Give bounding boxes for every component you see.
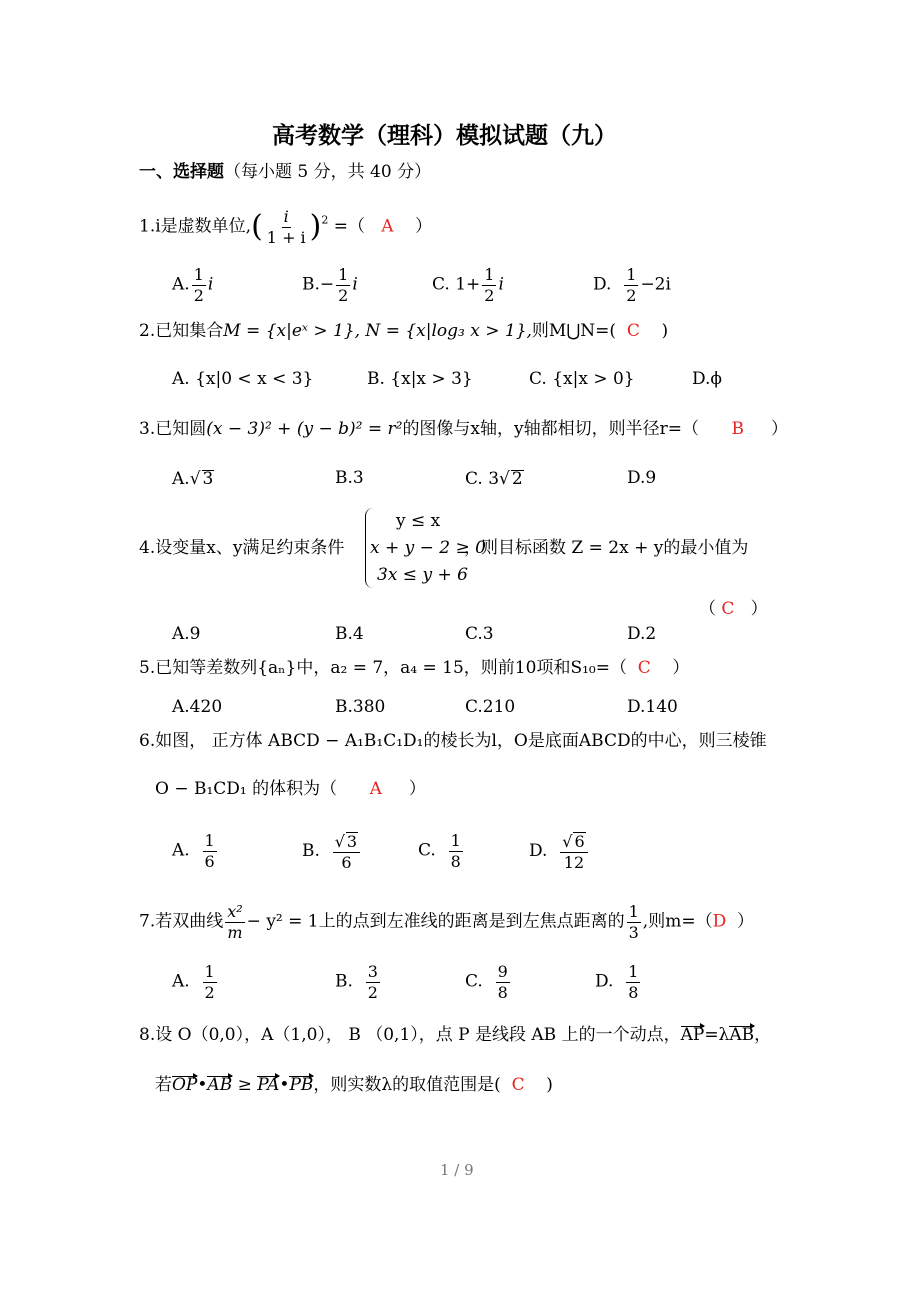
q4-option-a: A.9 <box>172 624 201 644</box>
q1-number: 1. <box>139 216 156 237</box>
question-5: 5.已知等差数列{aₙ}中，a₂ = 7，a₄ = 15，则前10项和S₁₀=（ C ） <box>139 658 690 678</box>
question-3: 3.已知圆(x − 3)² + (y − b)² = r²的图像与x轴，y轴都相切，则半径r=（ B ） <box>139 419 788 439</box>
q2-option-b: B. {x|x > 3} <box>367 369 473 389</box>
q7-option-d: D. $\frac{1}{8}$ <box>595 962 639 1002</box>
q5-answer: C <box>637 658 651 678</box>
vec-pb: PB <box>289 1075 314 1095</box>
q8-answer: C <box>511 1075 525 1095</box>
question-2: 2.已知集合M = {x|eˣ > 1}, N = {x|log₃ x > 1},则M⋃N=( C ) <box>139 321 669 341</box>
q7-answer: D <box>712 911 727 932</box>
q4-constraint-1: y ≤ x <box>396 511 441 531</box>
q5-option-a: A.420 <box>172 697 223 717</box>
section-note: （每小题 5 分，共 40 分） <box>224 162 432 182</box>
q7-option-b: B. $\frac{3}{2}$ <box>335 962 378 1002</box>
question-6: 6.如图， 正方体 ABCD − A₁B₁C₁D₁的棱长为l，O是底面ABCD的中心，则三棱锥 <box>139 731 767 751</box>
q1-option-c: C. 1+ $\frac{1}{2}$ i <box>432 265 504 305</box>
q6-option-c: C. $\frac{1}{8}$ <box>418 831 461 871</box>
q3-option-b: B.3 <box>335 468 364 488</box>
q7-option-a: A. $\frac{1}{2}$ <box>172 962 215 1002</box>
q2-option-c: C. {x|x > 0} <box>529 369 635 389</box>
vec-ap: AP <box>680 1025 705 1045</box>
q1-exponent: 2 <box>321 213 329 227</box>
q4-constraint-2: x + y − 2 ≥ 0 <box>370 538 486 558</box>
q4-option-b: B.4 <box>335 624 364 644</box>
question-6-line2: O − B₁CD₁ 的体积为（ A ） <box>155 779 426 799</box>
question-8-line2: 若OP•AB ≥ PA•PB，则实数λ的取值范围是( C ) <box>155 1075 553 1095</box>
page-title: 高考数学（理科）模拟试题（九） <box>272 122 617 149</box>
q3-answer: B <box>731 419 744 439</box>
q5-option-d: D.140 <box>627 697 678 717</box>
question-1: 1.i是虚数单位,( $\frac{i}{1 + i}$ )$^2$ =（ A ） <box>139 207 433 247</box>
q1-close: ） <box>415 216 433 237</box>
q1-frac-num: i <box>283 207 289 226</box>
q4-option-d: D.2 <box>627 624 657 644</box>
q5-option-c: C.210 <box>465 697 516 717</box>
section-label: 一、选择题 <box>139 162 224 182</box>
q5-option-b: B.380 <box>335 697 386 717</box>
question-4: 4.设变量x、y满足约束条件 <box>139 538 345 558</box>
q4-answer: C <box>721 599 735 619</box>
q2-option-a: A. {x|0 < x < 3} <box>172 369 314 389</box>
q6-option-d: D. $\frac{√ 6}{12}$ <box>529 832 590 871</box>
q3-option-d: D.9 <box>627 468 657 488</box>
vec-pa: PA <box>257 1075 280 1095</box>
q4-objective: ，则目标函数 Z = 2x + y的最小值为 <box>464 538 749 558</box>
q1-answer: A <box>381 216 394 237</box>
question-7: 7.若双曲线 $\frac{\text{x²}}{m}$ − y² = 1上的点到左准线的距离是到左焦点距离的 $\frac{1}{3}$ ,则m=（D ） <box>139 902 755 942</box>
q1-tail: =（ <box>333 216 366 237</box>
section-heading <box>139 164 431 181</box>
q1-text: i是虚数单位, <box>155 216 252 237</box>
q6-answer: A <box>369 779 382 799</box>
vec-ab-2: AB <box>207 1075 233 1095</box>
page-number: 1 / 9 <box>440 1161 474 1179</box>
q2-option-d: D.ϕ <box>692 369 723 389</box>
vec-op: OP <box>172 1075 198 1095</box>
q1-option-b: B.− $\frac{1}{2}$ i <box>302 265 358 305</box>
q3-option-c: C. 3√ 2 <box>465 469 523 489</box>
q4-constraint-3: 3x ≤ y + 6 <box>377 565 468 585</box>
q4-answer-bracket: （ C ） <box>699 599 768 619</box>
q2-sets: M = {x|eˣ > 1}, N = {x|log₃ x > 1}, <box>223 321 532 341</box>
q1-frac-den: 1 + i <box>266 227 306 247</box>
vec-ab: AB <box>729 1025 755 1045</box>
q6-option-a: A. $\frac{1}{6}$ <box>172 831 215 871</box>
q3-equation: (x − 3)² + (y − b)² = r² <box>206 419 403 439</box>
q4-option-c: C.3 <box>465 624 494 644</box>
q1-option-a: A. $\frac{1}{2}$ i <box>172 265 214 305</box>
question-8: 8.设 O（0,0），A（1,0）， B （0,1），点 P 是线段 AB 上的一个动点，AP=λAB， <box>139 1025 772 1045</box>
q3-option-a: A.√ 3 <box>172 469 214 489</box>
q7-option-c: C. $\frac{9}{8}$ <box>465 962 508 1002</box>
q2-answer: C <box>626 321 640 341</box>
q6-option-b: B. $\frac{√ 3}{6}$ <box>302 832 362 871</box>
q1-option-d: D. $\frac{1}{2}$ −2i <box>593 265 671 305</box>
